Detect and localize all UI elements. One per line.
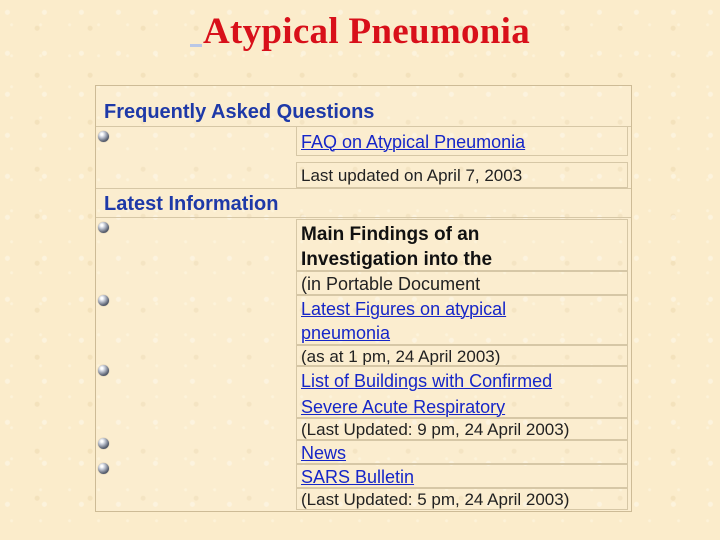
main-findings-note: (in Portable Document [301,274,481,294]
title-marker [190,44,202,47]
sars-bulletin-note-cell [296,488,628,510]
divider [96,217,631,218]
divider [96,188,631,189]
news-link[interactable]: News [301,443,347,463]
faq-panel [95,85,632,512]
buildings-list-cell[interactable] [296,366,628,418]
faq-atypical-pneumonia-link[interactable]: FAQ on Atypical Pneumonia [301,132,526,152]
faq-section-heading: Frequently Asked Questions [104,101,375,123]
faq-updated-note: Last updated on April 7, 2003 [301,166,523,185]
news-cell[interactable] [296,440,628,464]
slide-title-text: Atypical Pneumonia [202,11,531,52]
latest-figures-link-line1[interactable]: Latest Figures on atypical [301,299,507,319]
faq-link-cell[interactable] [296,126,628,156]
sphere-bullet-icon [98,438,109,449]
faq-updated-cell [296,162,628,188]
latest-figures-note: (as at 1 pm, 24 April 2003) [301,347,501,366]
main-findings-line2: Investigation into the [301,249,493,270]
sphere-bullet-icon [98,365,109,376]
sars-bulletin-cell[interactable] [296,464,628,488]
latest-figures-cell[interactable] [296,295,628,345]
buildings-list-note: (Last Updated: 9 pm, 24 April 2003) [301,420,570,439]
sphere-bullet-icon [98,463,109,474]
latest-section-heading: Latest Information [104,193,279,215]
sphere-bullet-icon [98,131,109,142]
slide-title [0,10,720,53]
sars-bulletin-note: (Last Updated: 5 pm, 24 April 2003) [301,490,570,509]
main-findings-note-cell [296,271,628,295]
sphere-bullet-icon [98,222,109,233]
buildings-list-link-line1[interactable]: List of Buildings with Confirmed [301,371,553,391]
main-findings-line1: Main Findings of an [301,224,480,245]
latest-figures-note-cell [296,345,628,366]
buildings-list-note-cell [296,418,628,440]
sphere-bullet-icon [98,295,109,306]
main-findings-cell [296,219,628,271]
latest-figures-link-line2[interactable]: pneumonia [301,323,391,343]
sars-bulletin-link[interactable]: SARS Bulletin [301,467,415,487]
buildings-list-link-line2[interactable]: Severe Acute Respiratory [301,397,506,417]
